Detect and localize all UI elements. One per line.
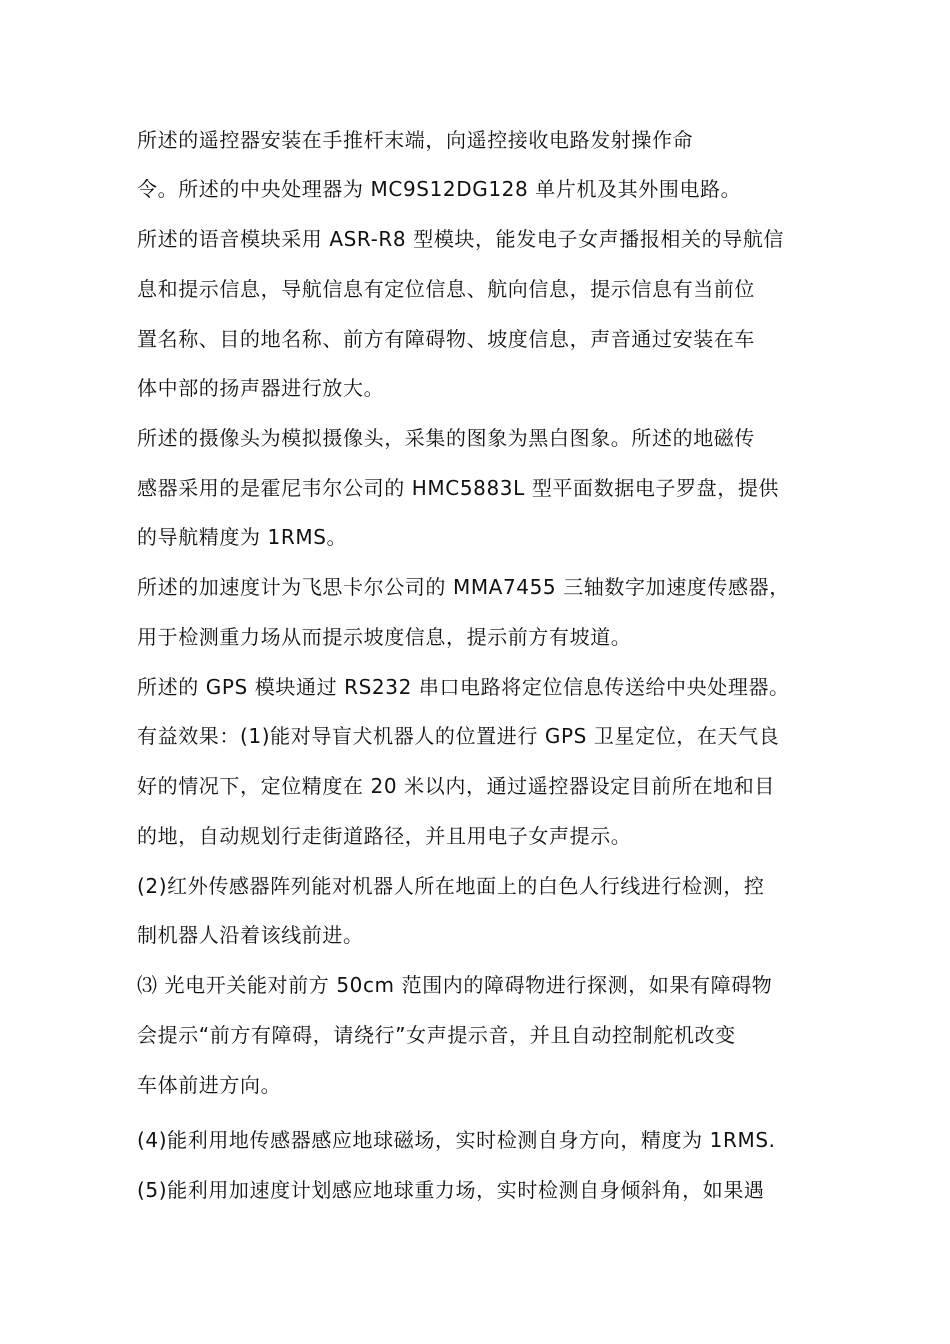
text-line-16: (2)红外传感器阵列能对机器人所在地面上的白色人行线进行检测，控: [137, 874, 765, 898]
text-line-22: (5)能利用加速度计划感应地球重力场，实时检测自身倾斜角，如果遇: [137, 1178, 765, 1202]
text-line-15: 的地，自动规划行走街道路径，并且用电子女声提示。: [137, 824, 632, 848]
text-line-14: 好的情况下，定位精度在 20 米以内，通过遥控器设定目前所在地和目: [137, 774, 775, 798]
text-line-18: ⑶ 光电开关能对前方 50cm 范围内的障碍物进行探测，如果有障碍物: [137, 973, 773, 997]
text-line-10: 所述的加速度计为飞思卡尔公司的 MMA7455 三轴数字加速度传感器，: [137, 575, 790, 599]
text-line-11: 用于检测重力场从而提示坡度信息，提示前方有坡道。: [137, 625, 632, 649]
text-line-21: (4)能利用地传感器感应地球磁场，实时检测自身方向，精度为 1RMS.: [137, 1128, 776, 1152]
text-line-9: 的导航精度为 1RMS。: [137, 525, 348, 549]
text-line-2: 令。所述的中央处理器为 MC9S12DG128 单片机及其外围电路。: [137, 177, 742, 201]
text-line-19: 会提示“前方有障碍，请绕行”女声提示音，并且自动控制舵机改变: [137, 1023, 736, 1047]
text-line-20: 车体前进方向。: [137, 1073, 282, 1097]
text-line-13: 有益效果：(1)能对导盲犬机器人的位置进行 GPS 卫星定位，在天气良: [137, 724, 780, 748]
text-line-5: 置名称、目的地名称、前方有障碍物、坡度信息，声音通过安装在车: [137, 327, 755, 351]
text-line-3: 所述的语音模块采用 ASR-R8 型模块，能发电子女声播报相关的导航信: [137, 227, 785, 251]
text-line-12: 所述的 GPS 模块通过 RS232 串口电路将定位信息传送给中央处理器。: [137, 675, 790, 699]
text-line-1: 所述的遥控器安装在手推杆末端，向遥控接收电路发射操作命: [137, 128, 694, 152]
text-line-4: 息和提示信息，导航信息有定位信息、航向信息，提示信息有当前位: [137, 277, 755, 301]
text-line-8: 感器采用的是霍尼韦尔公司的 HMC5883L 型平面数据电子罗盘，提供: [137, 476, 780, 500]
text-line-6: 体中部的扬声器进行放大。: [137, 376, 385, 400]
text-line-7: 所述的摄像头为模拟摄像头，采集的图象为黑白图象。所述的地磁传: [137, 426, 755, 450]
text-line-17: 制机器人沿着该线前进。: [137, 923, 364, 947]
